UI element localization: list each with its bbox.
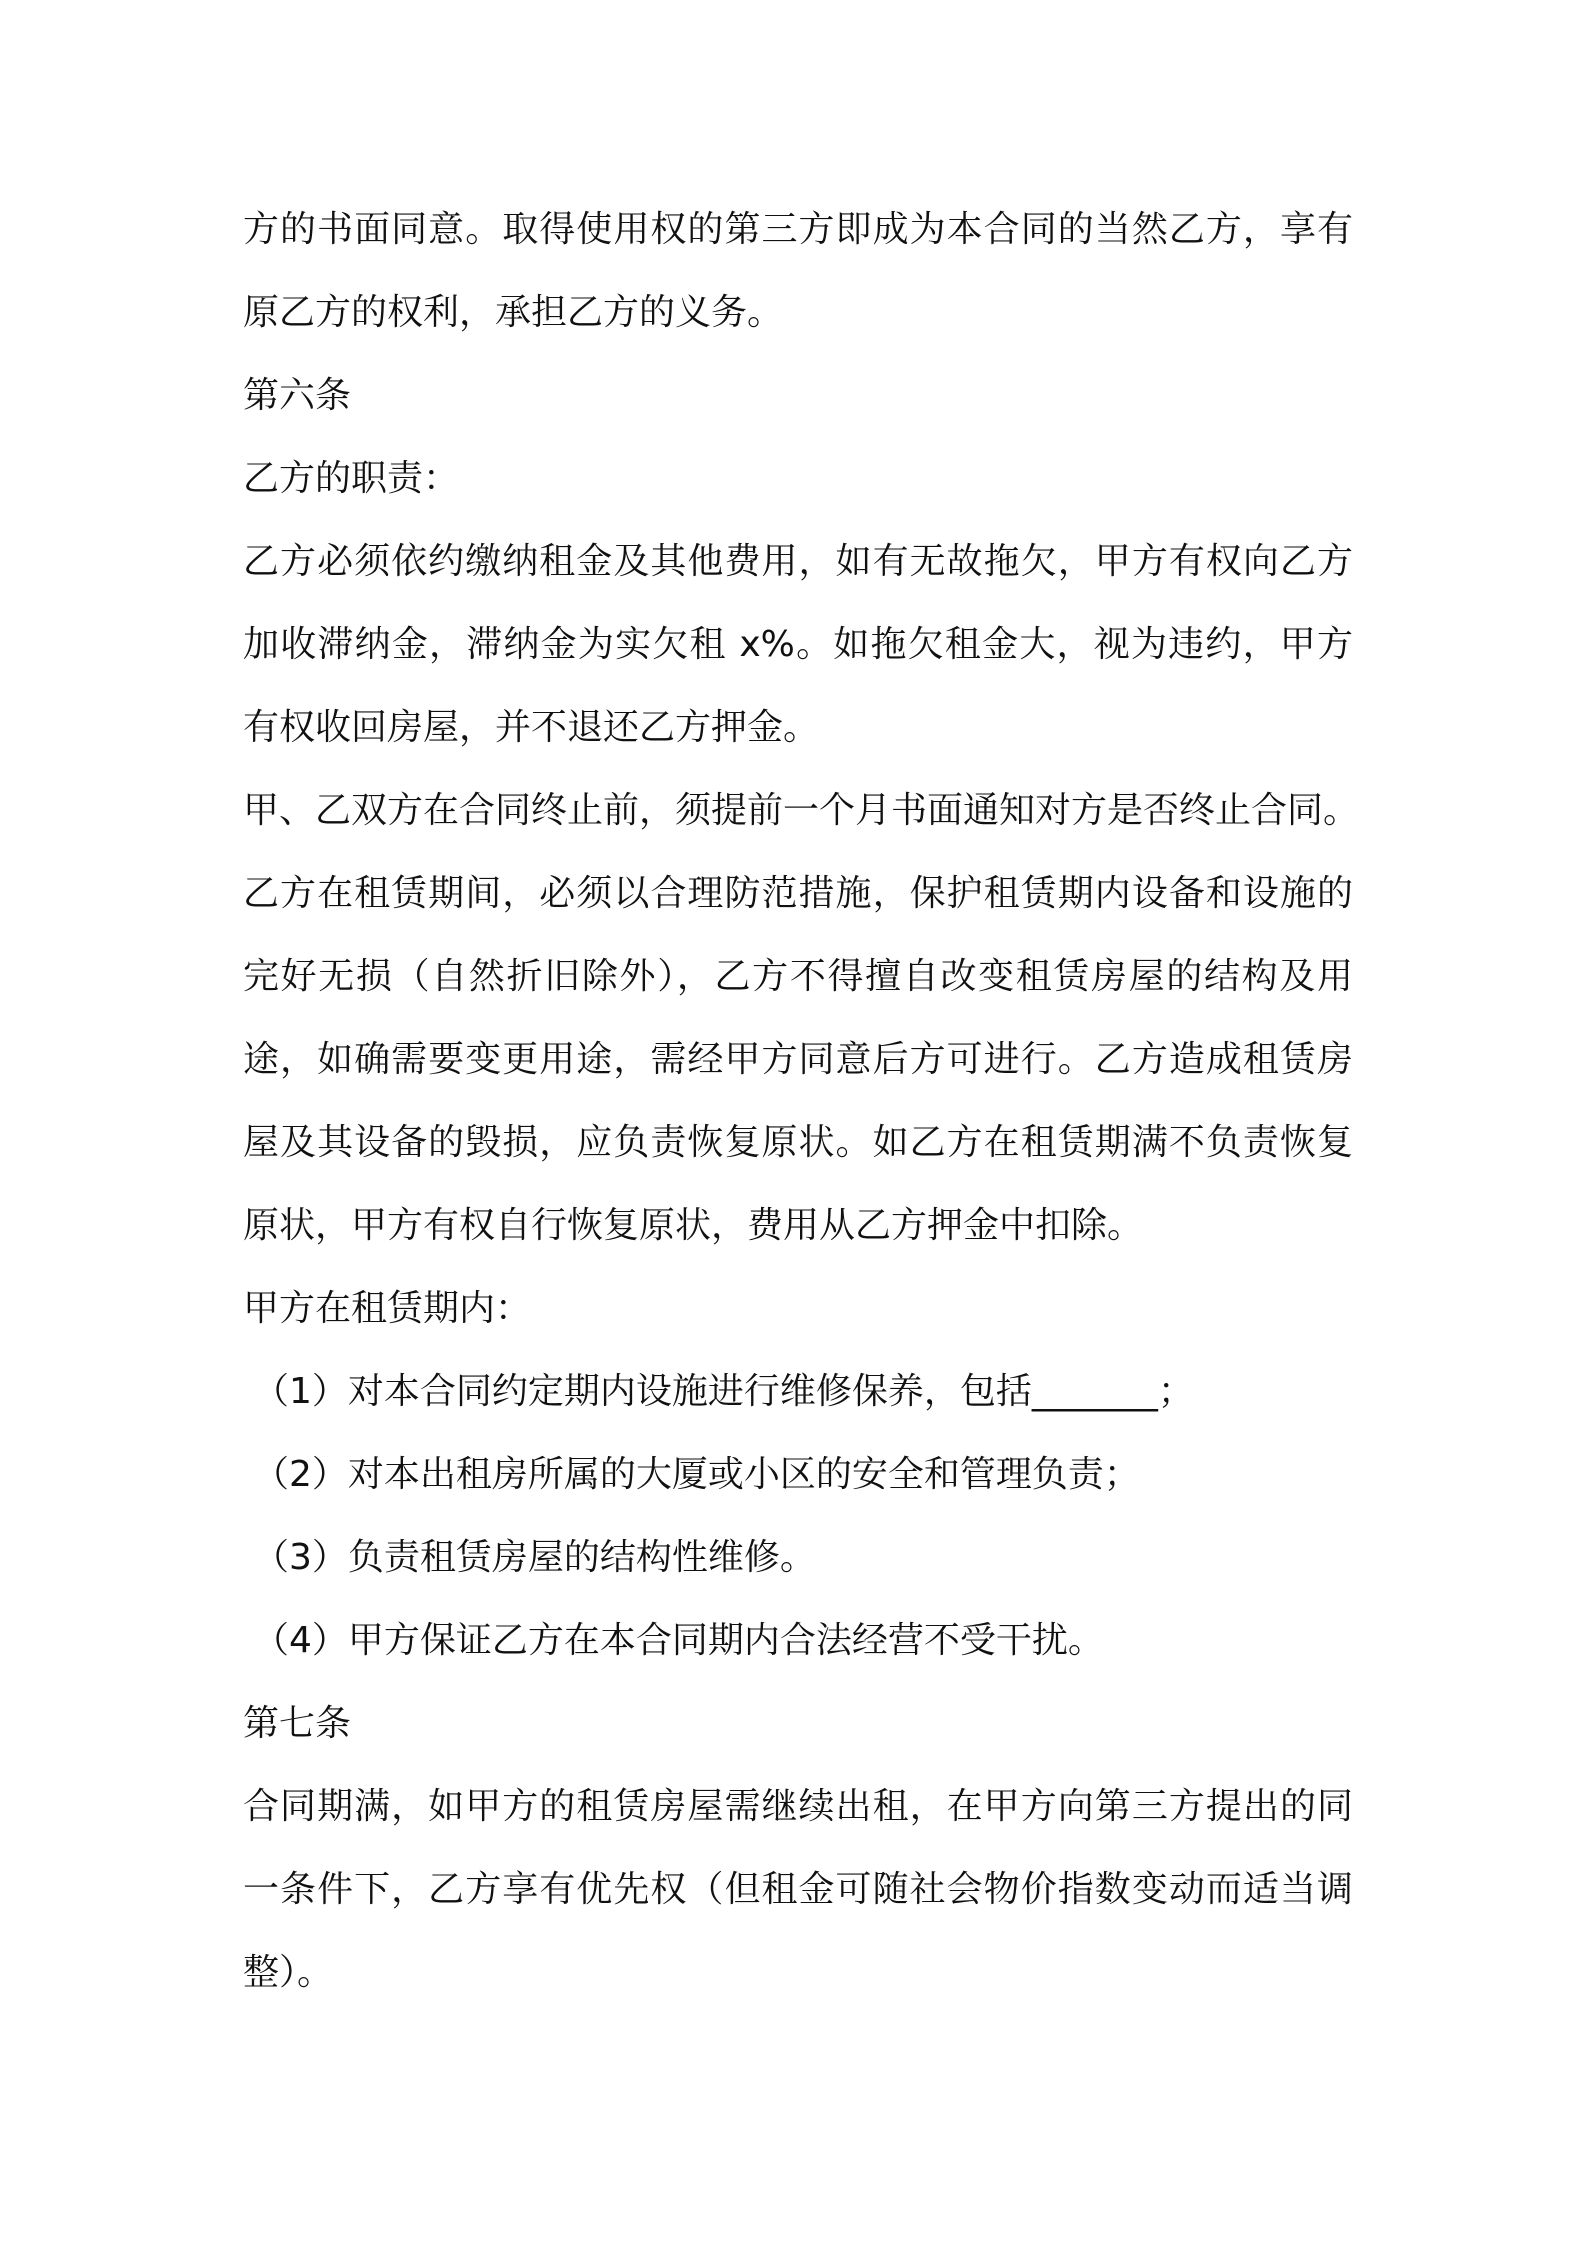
party-a-heading — [243, 1267, 1353, 1350]
paragraph-line: 整）。 — [243, 1952, 334, 1993]
party-a-list-item-2 — [253, 1433, 1363, 1516]
paragraph-line: 合同期满，如甲方的租赁房屋需继续出租，在甲方向第三方提出的同 — [243, 1786, 1353, 1827]
heading-line: 第六条 — [243, 375, 352, 416]
party-b-duty-paragraph-2 — [243, 769, 1360, 852]
heading-line: 乙方的职责： — [243, 458, 460, 499]
party-b-duty-paragraph-3 — [243, 852, 1353, 1267]
paragraph-line: 加收滞纳金，滞纳金为实欠租 x%。如拖欠租金大，视为违约，甲方 — [243, 624, 1353, 665]
continuation-paragraph — [243, 188, 1353, 354]
party-a-list-item-3 — [253, 1516, 1363, 1599]
list-item-line: （2）对本出租房所属的大厦或小区的安全和管理负责； — [253, 1454, 1140, 1495]
heading-line: 第七条 — [243, 1703, 352, 1744]
list-item-line: （3）负责租赁房屋的结构性维修。 — [253, 1537, 816, 1578]
paragraph-line: 乙方在租赁期间，必须以合理防范措施，保护租赁期内设备和设施的 — [243, 873, 1353, 914]
paragraph-line: 乙方必须依约缴纳租金及其他费用，如有无故拖欠，甲方有权向乙方 — [243, 541, 1353, 582]
article-6-heading — [243, 354, 1353, 437]
paragraph-line: 途，如确需要变更用途，需经甲方同意后方可进行。乙方造成租赁房 — [243, 1039, 1353, 1080]
party-b-duty-paragraph-1 — [243, 520, 1353, 769]
party-a-list-item-4 — [253, 1599, 1363, 1682]
article-7-paragraph — [243, 1765, 1353, 2014]
party-b-duties-heading — [243, 437, 1353, 520]
article-7-heading — [243, 1682, 1353, 1765]
paragraph-line: 原乙方的权利，承担乙方的义务。 — [243, 292, 784, 333]
paragraph-line: 有权收回房屋，并不退还乙方押金。 — [243, 707, 820, 748]
heading-line: 甲方在租赁期内： — [243, 1288, 532, 1329]
paragraph-line: 原状，甲方有权自行恢复原状，费用从乙方押金中扣除。 — [243, 1205, 1144, 1246]
party-a-list-item-1 — [253, 1350, 1363, 1433]
list-item-line: （1）对本合同约定期内设施进行维修保养，包括_______； — [253, 1371, 1194, 1412]
paragraph-line: 一条件下，乙方享有优先权（但租金可随社会物价指数变动而适当调 — [243, 1869, 1353, 1910]
paragraph-line: 甲、乙双方在合同终止前，须提前一个月书面通知对方是否终止合同。 — [243, 790, 1360, 831]
list-item-line: （4）甲方保证乙方在本合同期内合法经营不受干扰。 — [253, 1620, 1104, 1661]
paragraph-line: 屋及其设备的毁损，应负责恢复原状。如乙方在租赁期满不负责恢复 — [243, 1122, 1353, 1163]
paragraph-line: 方的书面同意。取得使用权的第三方即成为本合同的当然乙方，享有 — [243, 209, 1353, 250]
paragraph-line: 完好无损（自然折旧除外），乙方不得擅自改变租赁房屋的结构及用 — [243, 956, 1353, 997]
